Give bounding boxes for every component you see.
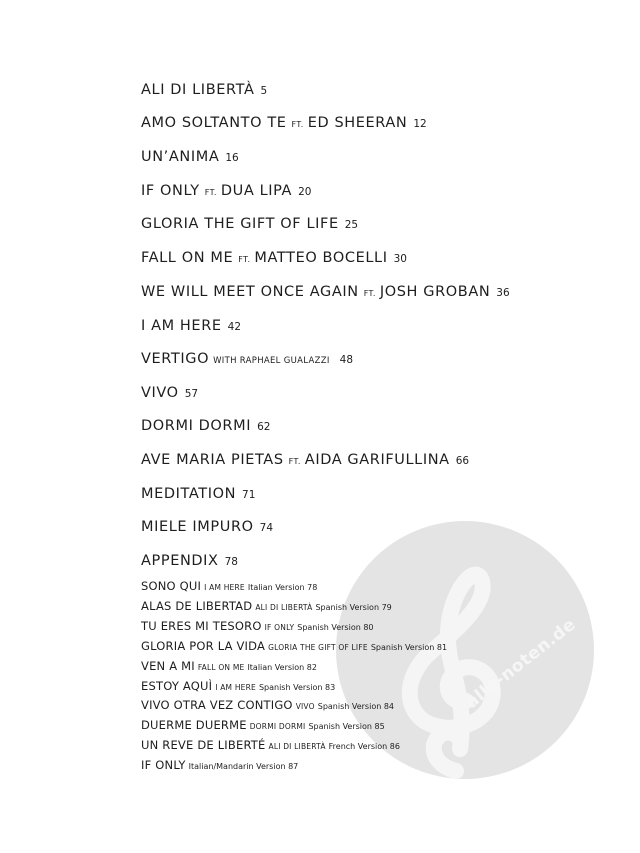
appendix-entry <box>141 754 298 773</box>
appendix-title: TU ERES MI TESORO <box>141 619 262 633</box>
appendix-title: UN REVE DE LIBERTÉ <box>141 738 266 752</box>
toc-entry <box>141 449 469 468</box>
page-number: 42 <box>227 321 242 333</box>
song-title: AVE MARIA PIETAS <box>141 452 284 468</box>
page-number: 57 <box>184 388 199 400</box>
featuring-label: FT. <box>204 188 217 197</box>
page-number: 30 <box>393 253 407 265</box>
page-number: 66 <box>455 455 470 467</box>
featuring-label: FT. <box>288 457 301 466</box>
page-number: 5 <box>260 85 268 97</box>
song-title: MEDITATION <box>141 486 237 502</box>
appendix-entry <box>141 694 394 713</box>
toc-entry <box>141 281 510 300</box>
page-number: 62 <box>257 421 271 433</box>
featured-artist: MATTEO BOCELLI <box>254 250 388 266</box>
featuring-label: FT. <box>363 289 376 298</box>
version-label: Italian Version 78 <box>247 583 318 592</box>
original-title: VIVO <box>295 702 315 711</box>
song-title: FALL ON ME <box>141 250 234 266</box>
toc-entry <box>141 516 273 535</box>
toc-entry <box>141 483 255 502</box>
song-title: AMO SOLTANTO TE <box>141 115 287 131</box>
song-title: VERTIGO <box>141 351 210 367</box>
page-number: 16 <box>225 152 239 164</box>
appendix-title: DUERME DUERME <box>141 718 247 732</box>
appendix-entry <box>141 655 317 674</box>
featured-artist: ED SHEERAN <box>307 115 408 131</box>
original-title: GLORIA THE GIFT OF LIFE <box>268 643 368 652</box>
page-number: 71 <box>242 489 256 501</box>
appendix-entry <box>141 615 374 634</box>
page-number: 12 <box>413 118 427 130</box>
version-label: Spanish Version 81 <box>370 643 448 652</box>
song-title: ALI DI LIBERTÀ <box>141 82 255 98</box>
version-label: Spanish Version 85 <box>308 722 385 731</box>
toc-entry <box>141 247 407 266</box>
appendix-title: ALAS DE LIBERTAD <box>141 599 253 613</box>
original-title: ALI DI LIBERTÀ <box>255 603 313 612</box>
featured-artist: JOSH GROBAN <box>379 284 491 300</box>
toc-entry <box>141 348 353 367</box>
version-label: Italian/Mandarin Version 87 <box>188 762 299 771</box>
appendix-title: IF ONLY <box>141 758 186 772</box>
version-label: Spanish Version 79 <box>315 603 392 612</box>
song-title: GLORIA THE GIFT OF LIFE <box>141 216 339 232</box>
toc-entry <box>141 180 311 199</box>
original-title: ALI DI LIBERTÀ <box>268 742 326 751</box>
appendix-entry <box>141 714 385 733</box>
version-label: Italian Version 82 <box>247 663 317 672</box>
featuring-label: FT. <box>238 255 251 264</box>
appendix-entry <box>141 595 392 614</box>
page-number: 36 <box>496 287 510 299</box>
toc-entry <box>141 382 198 401</box>
watermark-text: alle-noten.de <box>462 614 580 713</box>
page-number: 20 <box>298 186 312 198</box>
toc-entry <box>141 315 241 334</box>
appendix-entry <box>141 675 335 694</box>
appendix-title: VEN A MI <box>141 659 195 673</box>
song-title: VIVO <box>141 385 179 401</box>
song-title: IF ONLY <box>141 183 200 199</box>
original-title: FALL ON ME <box>197 663 245 672</box>
appendix-title: ESTOY AQUÌ <box>141 679 213 693</box>
original-title: DORMI DORMI <box>249 722 306 731</box>
page-number: 78 <box>224 556 238 568</box>
original-title: IF ONLY <box>264 623 295 632</box>
toc-entry <box>141 112 427 131</box>
song-title: I AM HERE <box>141 318 222 334</box>
featured-artist: AIDA GARIFULLINA <box>304 452 450 468</box>
appendix-title: GLORIA POR LA VIDA <box>141 639 266 653</box>
page-number: 48 <box>339 354 354 366</box>
appendix-title: SONO QUI <box>141 579 202 593</box>
version-label: Spanish Version 83 <box>258 683 336 692</box>
featured-artist: DUA LIPA <box>220 183 293 199</box>
toc-entry <box>141 550 238 569</box>
version-label: Spanish Version 84 <box>317 702 395 711</box>
appendix-title: VIVO OTRA VEZ CONTIGO <box>141 698 293 712</box>
toc-entry <box>141 213 358 232</box>
song-title: APPENDIX <box>141 553 219 569</box>
featuring-label: FT. <box>291 120 304 129</box>
appendix-entry <box>141 734 400 753</box>
toc-entry <box>141 79 267 98</box>
original-title: I AM HERE <box>204 583 245 592</box>
toc-entry <box>141 415 270 434</box>
song-title: WE WILL MEET ONCE AGAIN <box>141 284 359 300</box>
version-label: French Version 86 <box>328 742 400 751</box>
appendix-entry <box>141 635 447 654</box>
original-title: I AM HERE <box>215 683 256 692</box>
page-number: 25 <box>344 219 359 231</box>
appendix-entry <box>141 575 317 594</box>
page-number: 74 <box>259 522 274 534</box>
with-credit: WITH RAPHAEL GUALAZZI <box>213 356 330 366</box>
version-label: Spanish Version 80 <box>297 623 374 632</box>
song-title: UN’ANIMA <box>141 149 220 165</box>
toc-entry <box>141 146 239 165</box>
song-title: DORMI DORMI <box>141 418 252 434</box>
song-title: MIELE IMPURO <box>141 519 254 535</box>
